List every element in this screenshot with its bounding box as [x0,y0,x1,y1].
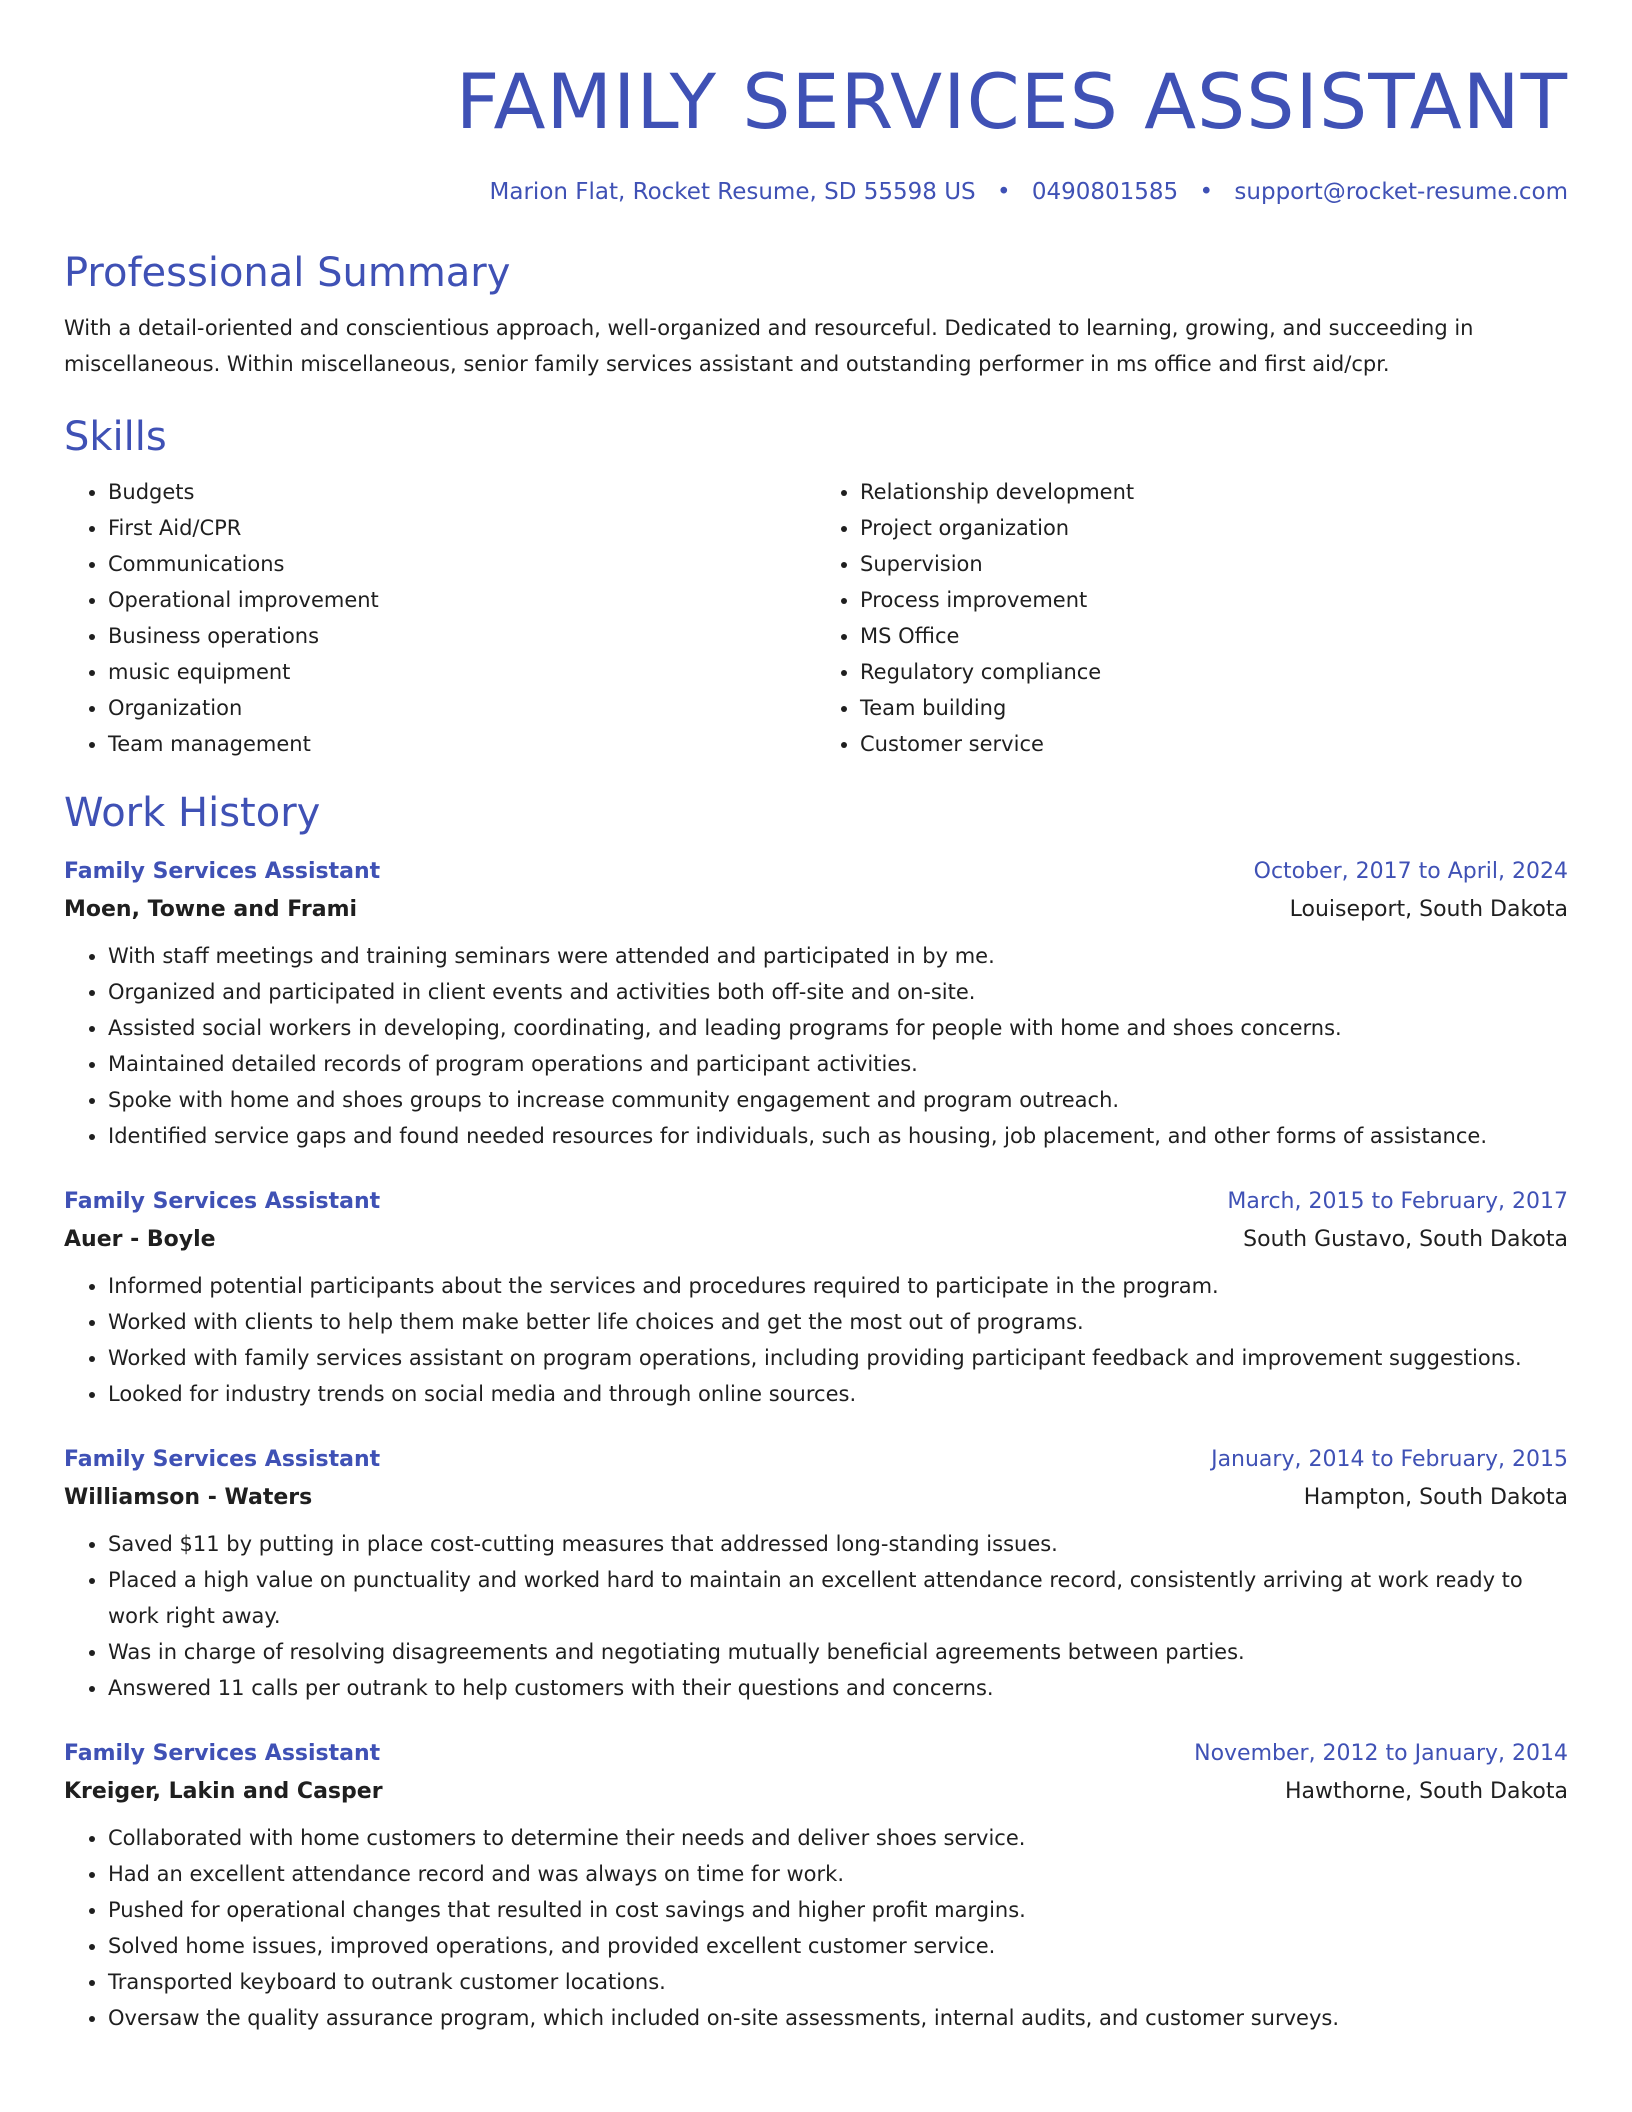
job-bullet: • Collaborated with home customers to determine their needs and deliver shoes service. [108,1820,1568,1856]
contact-separator: • [1199,179,1214,205]
job-dates: January, 2014 to February, 2015 [1211,1447,1568,1472]
job-location: Hawthorne, South Dakota [1284,1779,1568,1804]
job-company: Kreiger, Lakin and Casper [64,1779,383,1804]
skill-item: • Process improvement [860,582,1568,618]
job-bullet: • Identified service gaps and found needed resources for individuals, such as housing, job placement, and other forms of assistance. [108,1118,1568,1154]
skill-item: • Team building [860,690,1568,726]
skill-item: • Relationship development [860,474,1568,510]
job-company: Auer - Boyle [64,1227,216,1252]
skill-item: • Team management [108,726,816,762]
job-bullet: • Organized and participated in client events and activities both off-site and on-site. [108,974,1568,1010]
job-bullet: • Assisted social workers in developing, coordinating, and leading programs for people with home and shoes concerns. [108,1010,1568,1046]
job-bullet: • Oversaw the quality assurance program, which included on-site assessments, internal audits, and customer surveys. [108,2000,1568,2036]
job-title: Family Services Assistant [64,1741,381,1766]
job-dates: October, 2017 to April, 2024 [1253,859,1568,884]
summary-heading: Professional Summary [64,250,511,296]
job-location: Hampton, South Dakota [1303,1485,1568,1510]
job-title: Family Services Assistant [64,859,381,884]
job-bullet: • Spoke with home and shoes groups to increase community engagement and program outreach. [108,1082,1568,1118]
job-bullet: • Placed a high value on punctuality and worked hard to maintain an excellent attendance record, consistently arriving at work ready to work right away. [108,1562,1568,1634]
job-dates: November, 2012 to January, 2014 [1194,1741,1568,1766]
summary-text: With a detail-oriented and conscientious approach, well-organized and resourceful. Dedicated to learning, growing, and succeeding in miscellaneous. Within miscellaneous, senior family services assistant and outstanding performer in ms office and first aid/cpr. [64,316,1474,376]
job-title: Family Services Assistant [64,1447,381,1472]
job-bullet: • Looked for industry trends on social media and through online sources. [108,1376,1568,1412]
skills-column-left [64,474,816,762]
skill-item: • Communications [108,546,816,582]
job-bullets [64,1268,1568,1412]
job-bullet: • Had an excellent attendance record and was always on time for work. [108,1856,1568,1892]
skills-list [64,474,1568,762]
job-bullets [64,1820,1568,2036]
job-bullet: • Saved $11 by putting in place cost-cutting measures that addressed long-standing issues. [108,1526,1568,1562]
job-entry [64,1736,1568,2036]
job-bullet: • With staff meetings and training seminars were attended and participated in by me. [108,938,1568,974]
job-bullets [64,1526,1568,1706]
work-history-heading: Work History [64,790,321,836]
job-bullet: • Was in charge of resolving disagreements and negotiating mutually beneficial agreements between parties. [108,1634,1568,1670]
job-bullets [64,938,1568,1154]
job-entry [64,1442,1568,1706]
skill-item: • First Aid/CPR [108,510,816,546]
page-title: FAMILY SERVICES ASSISTANT [455,57,1568,146]
contact-line [64,176,1568,208]
job-location: Louiseport, South Dakota [1289,897,1568,922]
skill-item: • MS Office [860,618,1568,654]
skill-item: • music equipment [108,654,816,690]
job-bullet: • Worked with family services assistant on program operations, including providing participant feedback and improvement suggestions. [108,1340,1568,1376]
job-bullet: • Answered 11 calls per outrank to help customers with their questions and concerns. [108,1670,1568,1706]
job-dates: March, 2015 to February, 2017 [1227,1189,1568,1214]
skill-item: • Project organization [860,510,1568,546]
job-bullet: • Pushed for operational changes that resulted in cost savings and higher profit margins. [108,1892,1568,1928]
job-entry [64,854,1568,1154]
skills-heading: Skills [64,414,167,460]
skill-item: • Budgets [108,474,816,510]
contact-email: support@rocket-resume.com [1234,179,1568,205]
job-bullet: • Solved home issues, improved operations, and provided excellent customer service. [108,1928,1568,1964]
job-bullet: • Worked with clients to help them make better life choices and get the most out of programs. [108,1304,1568,1340]
skill-item: • Supervision [860,546,1568,582]
skill-item: • Operational improvement [108,582,816,618]
skill-item: • Customer service [860,726,1568,762]
contact-phone: 0490801585 [1031,179,1179,205]
contact-address: Marion Flat, Rocket Resume, SD 55598 US [489,179,976,205]
job-bullet: • Informed potential participants about the services and procedures required to participate in the program. [108,1268,1568,1304]
job-title: Family Services Assistant [64,1189,381,1214]
job-location: South Gustavo, South Dakota [1243,1227,1568,1252]
skill-item: • Organization [108,690,816,726]
job-company: Williamson - Waters [64,1485,313,1510]
job-bullet: • Maintained detailed records of program operations and participant activities. [108,1046,1568,1082]
skill-item: • Regulatory compliance [860,654,1568,690]
job-company: Moen, Towne and Frami [64,897,358,922]
job-entry [64,1184,1568,1412]
job-bullet: • Transported keyboard to outrank customer locations. [108,1964,1568,2000]
skills-column-right [816,474,1568,762]
skill-item: • Business operations [108,618,816,654]
contact-separator: • [996,179,1011,205]
